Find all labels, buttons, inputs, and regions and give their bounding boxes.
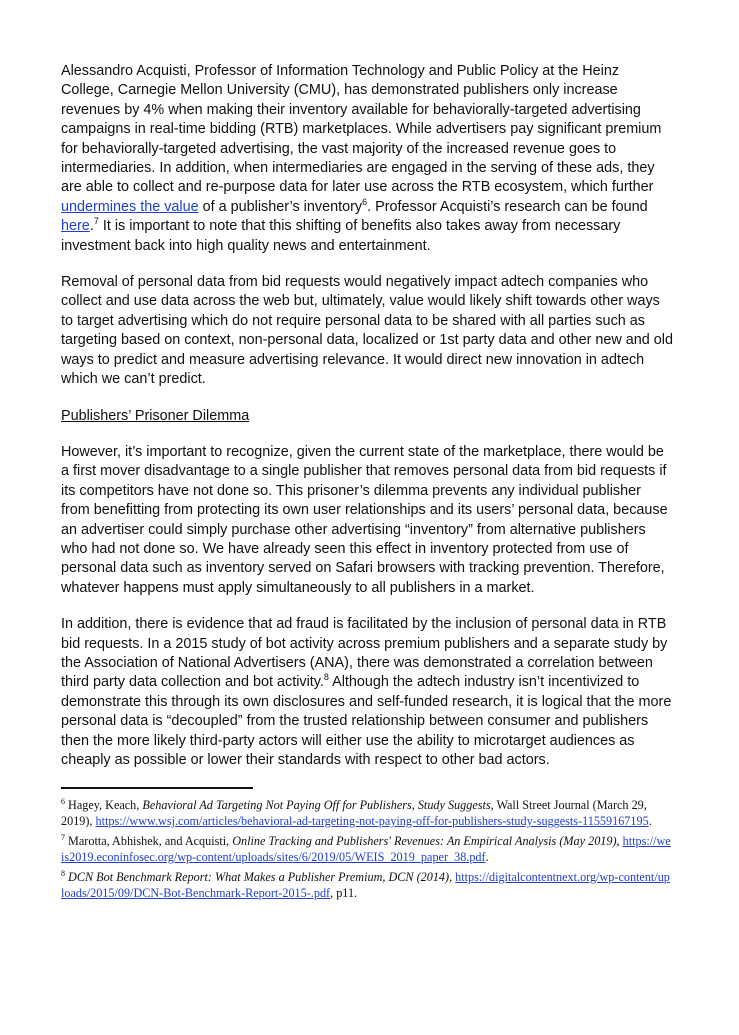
footnote-end: , p11. (330, 885, 358, 900)
footnote-number: 6 (61, 796, 65, 806)
footnote-ref-8: 8 (323, 672, 329, 683)
paragraph-ad-fraud (61, 615, 673, 770)
footnote-title: Online Tracking and Publishers' Revenues: An Empirical Analysis (May 2019), (232, 833, 620, 848)
paragraph-text: of a publisher’s inventory (198, 198, 363, 215)
footnote-8 (61, 869, 673, 901)
section-heading: Publishers’ Prisoner Dilemma (61, 407, 250, 424)
footnote-number: 8 (61, 868, 65, 878)
paragraph-text: Alessandro Acquisti, Professor of Information Technology and Public Policy at the Heinz College, Carnegie Mellon University (CMU), has demonstrated publishers only increase revenues by 4% when making their inventory available for behaviorally-targeted advertising campaigns in real-time bidding (RTB) marketplaces. While advertisers pay significant premium for behaviorally-targeted advertising, the vast majority of the increased revenue goes to intermediaries. In addition, when intermediaries are engaged in the serving of these ads, they are able to collect and re-purpose data for later use across the RTB ecosystem, which further (61, 63, 662, 196)
footnote-authors: Hagey, Keach, (65, 797, 143, 812)
footnote-end: . (485, 849, 489, 864)
footnote-6 (61, 797, 673, 829)
document-page (61, 62, 673, 905)
footnote-number: 7 (61, 832, 65, 842)
paragraph-text: . (89, 218, 94, 235)
footnote-ref-6: 6 (362, 197, 368, 208)
footnote-source: , Wall Street Journal (March 29, 2019), (61, 797, 647, 828)
paragraph-first-mover: However, it’s important to recognize, given the current state of the marketplace, there would be a first mover disadvantage to a single publisher that removes personal data from bid requests if its competitors have not done so. This prisoner’s dilemma prevents any individual publisher from benefitting from protecting its own user relationships and its users’ personal data, because an advertiser could simply purchase other advertising “inventory” from alternative publishers who had not done so. We have already seen this effect in inventory protected from use of personal data such as inventory served on Safari browsers with tracking prevention. Therefore, whatever happens must apply simultaneously to all publishers in a market. (61, 443, 668, 596)
paragraph-text: In addition, there is evidence that ad fraud is facilitated by the inclusion of personal data in RTB bid requests. In a 2015 study of bot activity across premium publishers and a separate study by the Association of National Advertisers (ANA), there was demonstrated a correlation between third party data collection and bot activity. (61, 616, 668, 691)
paragraph-text: It is important to note that this shifting of benefits also takes away from necessary investment back into high quality news and entertainment. (61, 218, 621, 254)
footnote-divider (61, 787, 253, 789)
footnote-url-link[interactable]: https://digitalcontentnext.org/wp-content/uploads/2015/09/DCN-Bot-Benchmark-Report-2015-.pdf (61, 869, 670, 900)
undermines-value-link[interactable]: undermines the value (61, 198, 199, 215)
footnote-title: DCN Bot Benchmark Report: What Makes a Publisher Premium, DCN (2014), (68, 869, 453, 884)
here-link[interactable]: here (61, 218, 90, 235)
footnote-url-link[interactable]: https://weis2019.econinfosec.org/wp-content/uploads/sites/6/2019/05/WEIS_2019_paper_38.pdf (61, 833, 671, 864)
footnote-7 (61, 833, 673, 865)
paragraph-acquisti (61, 62, 673, 256)
paragraph-text: . Professor Acquisti’s research can be found (367, 198, 648, 215)
footnote-ref-7: 7 (93, 216, 99, 227)
paragraph-removal: Removal of personal data from bid requests would negatively impact adtech companies who collect and use data across the web but, ultimately, value would likely shift towards other ways to target advertising which do not require personal data to be shared with all parties such as targeting based on context, non-personal data, localized or 1st party data and other new and old ways to predict and measure advertising relevance. It would direct new innovation in adtech which we can’t predict. (61, 274, 674, 388)
paragraph-text: Although the adtech industry isn’t incentivized to demonstrate this through its own disclosures and self-funded research, it is logical that the more personal data is “decoupled” from the trusted relationship between consumer and publishers then the more likely third-party actors will either use the ability to microtarget audiences as cheaply as possible or lower their standards with respect to other bad actors. (61, 674, 672, 768)
footnote-authors: Marotta, Abhishek, and Acquisti, (65, 833, 233, 848)
footnote-end: . (648, 813, 652, 828)
footnote-title: Behavioral Ad Targeting Not Paying Off for Publishers, Study Suggests (142, 797, 491, 812)
footnote-url-link[interactable]: https://www.wsj.com/articles/behavioral-ad-targeting-not-paying-off-for-publishers-study-suggests-11559167195 (95, 813, 649, 828)
